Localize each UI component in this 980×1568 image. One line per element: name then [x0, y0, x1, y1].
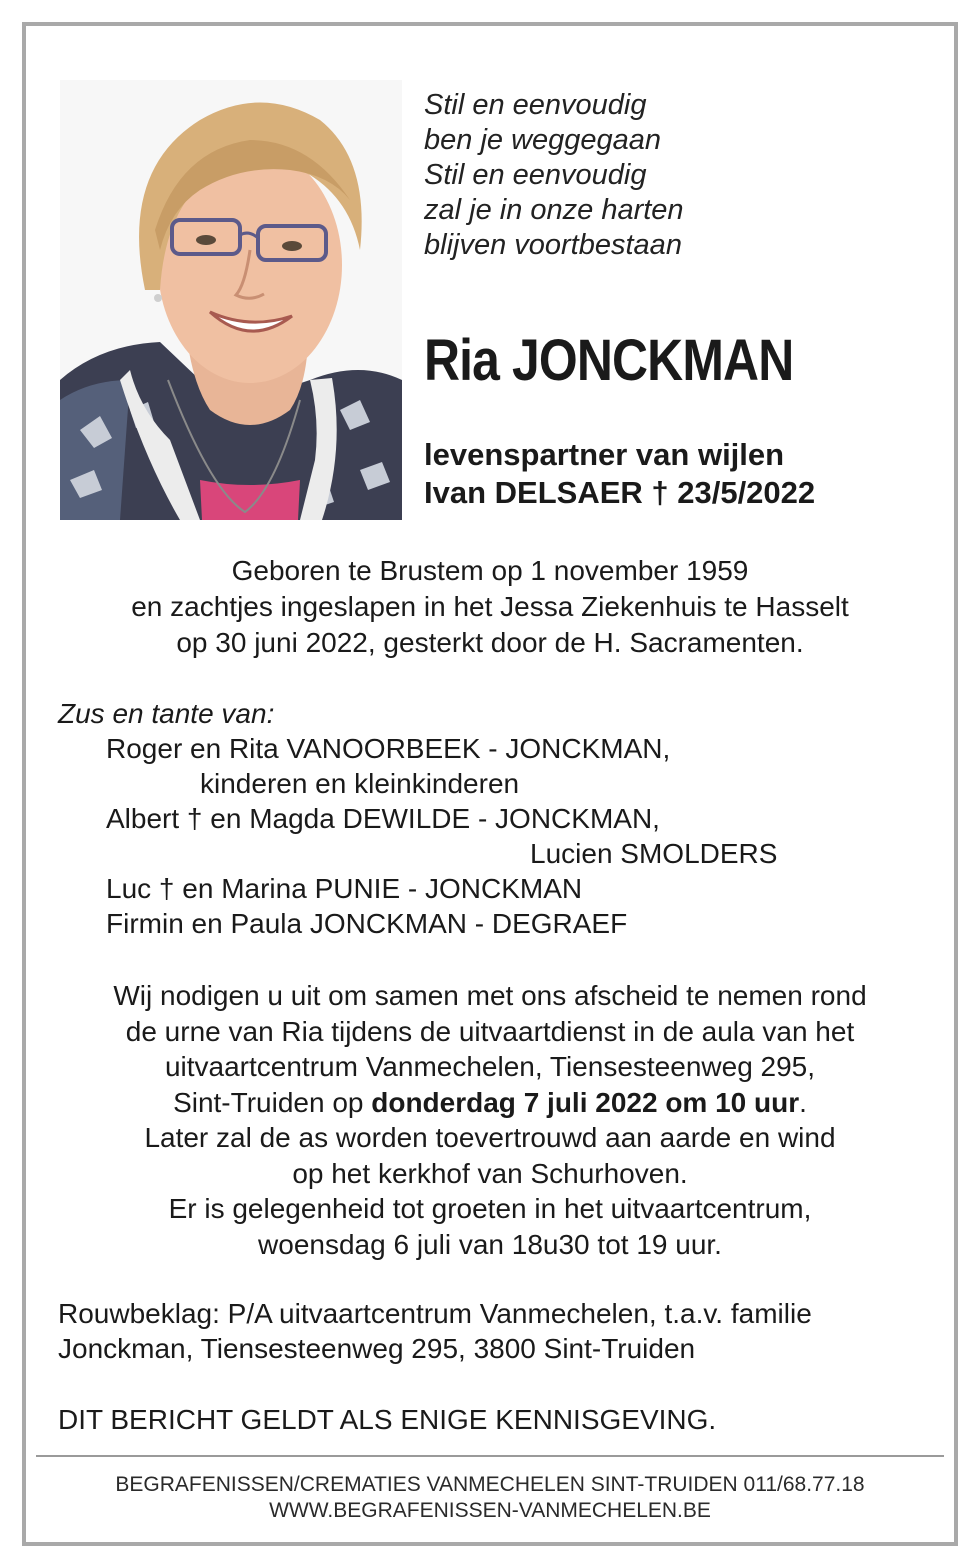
funeral-home-footer	[36, 1472, 944, 1524]
ceremony-place: Sint-Truiden op	[173, 1086, 372, 1118]
details-line: Geboren te Brustem op 1 november 1959	[231, 555, 749, 586]
poem-line: zal je in onze harten	[424, 194, 684, 226]
ceremony-punctuation: .	[799, 1086, 807, 1118]
relative-line: Albert † en Magda DEWILDE - JONCKMAN,	[106, 803, 660, 834]
relative-line: Lucien SMOLDERS	[530, 838, 778, 869]
ceremony-date-line	[40, 1085, 940, 1121]
relative-line: Roger en Rita VANOORBEEK - JONCKMAN,	[106, 733, 671, 764]
partner-line: Ivan DELSAER † 23/5/2022	[424, 475, 816, 510]
ceremony-line: Wij nodigen u uit om samen met ons afscheid te nemen rond	[113, 980, 867, 1011]
partner-line: levenspartner van wijlen	[424, 437, 785, 472]
birth-and-death-details	[40, 553, 940, 661]
deceased-name: Ria JONCKMAN	[424, 328, 794, 393]
poem-line: Stil en eenvoudig	[424, 89, 647, 121]
relative-line: kinderen en kleinkinderen	[200, 768, 520, 799]
footer-website: WWW.BEGRAFENISSEN-VANMECHELEN.BE	[269, 1499, 711, 1522]
poem-line: Stil en eenvoudig	[424, 159, 647, 191]
ceremony-invitation	[40, 978, 940, 1262]
official-notice: DIT BERICHT GELDT ALS ENIGE KENNISGEVING.	[58, 1404, 717, 1435]
memorial-poem	[424, 88, 684, 263]
relative-line: Luc † en Marina PUNIE - JONCKMAN	[106, 873, 583, 904]
condolence-line: Jonckman, Tiensesteenweg 295, 3800 Sint-Truiden	[58, 1333, 696, 1364]
relatives-heading: Zus en tante van:	[58, 698, 275, 729]
ceremony-line: de urne van Ria tijdens de uitvaartdienst in de aula van het	[125, 1015, 855, 1047]
portrait-photo	[60, 80, 402, 520]
relatives-list	[58, 696, 938, 941]
ceremony-line: woensdag 6 juli van 18u30 tot 19 uur.	[258, 1228, 722, 1260]
footer-contact: BEGRAFENISSEN/CREMATIES VANMECHELEN SINT-TRUIDEN 011/68.77.18	[115, 1473, 865, 1496]
ceremony-line: uitvaartcentrum Vanmechelen, Tiensesteenweg 295,	[164, 1051, 816, 1082]
poem-line: ben je weggegaan	[424, 124, 662, 156]
ceremony-line: Later zal de as worden toevertrouwd aan aarde en wind	[144, 1122, 836, 1153]
relative-line: Firmin en Paula JONCKMAN - DEGRAEF	[106, 908, 628, 939]
details-line: op 30 juni 2022, gesterkt door de H. Sacramenten.	[176, 627, 804, 658]
ceremony-line: op het kerkhof van Schurhoven.	[292, 1157, 688, 1189]
poem-line: blijven voortbestaan	[424, 229, 682, 261]
footer-divider	[36, 1455, 944, 1457]
details-line: en zachtjes ingeslapen in het Jessa Ziekenhuis te Hasselt	[131, 591, 849, 622]
ceremony-line: Er is gelegenheid tot groeten in het uitvaartcentrum,	[168, 1193, 812, 1224]
condolence-line: Rouwbeklag: P/A uitvaartcentrum Vanmechelen, t.a.v. familie	[58, 1298, 812, 1329]
partner-info	[424, 436, 815, 512]
condolence-address	[58, 1296, 938, 1366]
ceremony-datetime: donderdag 7 juli 2022 om 10 uur	[371, 1086, 800, 1118]
